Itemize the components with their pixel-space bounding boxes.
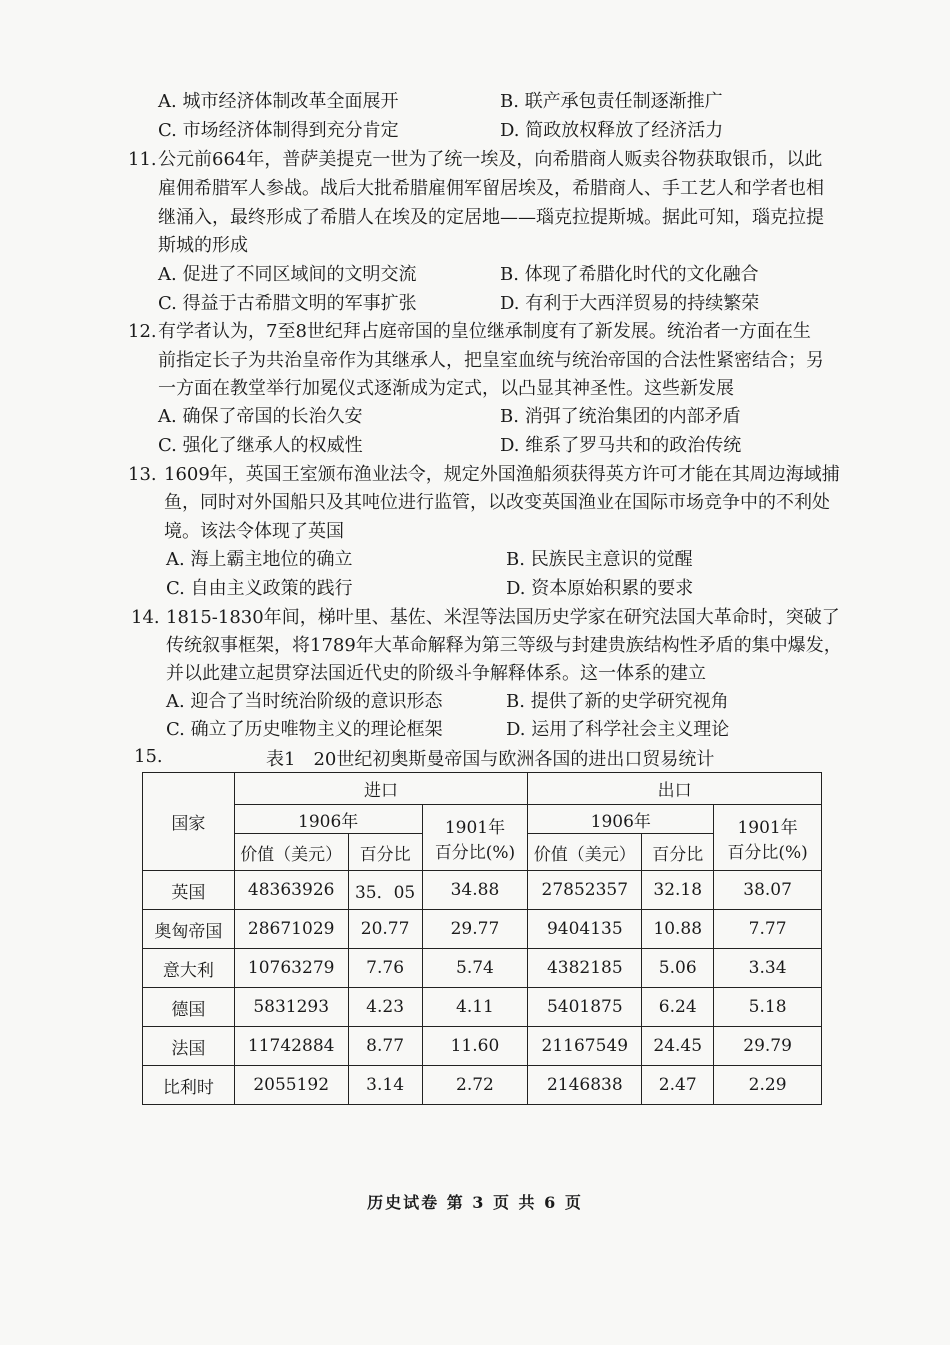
q14-option-a: A. 迎合了当时统治阶级的意识形态 <box>166 691 443 712</box>
q11-stem-line: 公元前664年，普萨美提克一世为了统一埃及，向希腊商人贩卖谷物获取银币，以此 <box>158 149 823 170</box>
country-cell: 英国 <box>143 871 235 910</box>
country-cell: 法国 <box>143 1027 235 1066</box>
export-value-cell: 9404135 <box>528 910 642 949</box>
q11-number: 11. <box>128 149 157 170</box>
import-pct-cell: 3.14 <box>348 1066 422 1105</box>
import-header: 进口 <box>234 773 528 805</box>
import-pct-cell: 20.77 <box>348 910 422 949</box>
import-value-cell: 10763279 <box>234 949 348 988</box>
q10-option-c: C. 市场经济体制得到充分肯定 <box>158 120 399 141</box>
q14-option-b: B. 提供了新的史学研究视角 <box>506 691 729 712</box>
export-1901-cell: 7.77 <box>714 910 822 949</box>
export-value-cell: 2146838 <box>528 1066 642 1105</box>
import-value-cell: 48363926 <box>234 871 348 910</box>
export-pct-cell: 10.88 <box>642 910 714 949</box>
q12-stem-line: 前指定长子为共治皇帝作为其继承人，把皇室血统与统治帝国的合法性紧密结合；另 <box>158 350 824 371</box>
table-caption: 表1 20世纪初奥斯曼帝国与欧洲各国的进出口贸易统计 <box>266 749 715 770</box>
table-row <box>143 988 822 1027</box>
q11-stem-line: 雇佣希腊军人参战。战后大批希腊雇佣军留居埃及，希腊商人、手工艺人和学者也相 <box>158 178 824 199</box>
q11-option-c: C. 得益于古希腊文明的军事扩张 <box>158 293 417 314</box>
q10-option-a: A. 城市经济体制改革全面展开 <box>158 91 399 112</box>
table-header-row <box>143 805 822 834</box>
import-value-cell: 11742884 <box>234 1027 348 1066</box>
export-1901-cell: 38.07 <box>714 871 822 910</box>
q12-option-d: D. 维系了罗马共和的政治传统 <box>500 435 742 456</box>
table-row <box>143 1066 822 1105</box>
table-row <box>143 910 822 949</box>
export-value-cell: 21167549 <box>528 1027 642 1066</box>
export-pct-cell: 24.45 <box>642 1027 714 1066</box>
table-row <box>143 949 822 988</box>
export-1901-cell: 2.29 <box>714 1066 822 1105</box>
q12-stem-line: 有学者认为，7至8世纪拜占庭帝国的皇位继承制度有了新发展。统治者一方面在生 <box>158 321 811 342</box>
table-header-row <box>143 773 822 805</box>
export-value-cell: 5401875 <box>528 988 642 1027</box>
import-pct-cell: 7.76 <box>348 949 422 988</box>
q13-stem-line: 鱼，同时对外国船只及其吨位进行监管，以改变英国渔业在国际市场竞争中的不利处 <box>164 492 830 513</box>
import-pct-cell: 35．05 <box>348 871 422 910</box>
q11-stem-line: 斯城的形成 <box>158 235 248 256</box>
export-value-header: 价值（美元） <box>528 834 642 871</box>
export-value-cell: 4382185 <box>528 949 642 988</box>
q12-option-b: B. 消弭了统治集团的内部矛盾 <box>500 406 741 427</box>
q13-stem-line: 境。该法令体现了英国 <box>164 521 344 542</box>
export-pct-cell: 2.47 <box>642 1066 714 1105</box>
import-value-cell: 2055192 <box>234 1066 348 1105</box>
q14-option-d: D. 运用了科学社会主义理论 <box>506 719 730 740</box>
q10-option-d: D. 简政放权释放了经济活力 <box>500 120 724 141</box>
q13-number: 13. <box>128 464 157 485</box>
q11-option-b: B. 体现了希腊化时代的文化融合 <box>500 264 759 285</box>
country-cell: 德国 <box>143 988 235 1027</box>
trade-table <box>142 772 822 1105</box>
q13-option-d: D. 资本原始积累的要求 <box>506 578 694 599</box>
import-1901-cell: 5.74 <box>422 949 528 988</box>
export-pct-cell: 6.24 <box>642 988 714 1027</box>
q13-option-c: C. 自由主义政策的践行 <box>166 578 353 599</box>
q15-number: 15. <box>134 746 163 767</box>
import-value-header: 价值（美元） <box>234 834 348 871</box>
q13-option-a: A. 海上霸主地位的确立 <box>166 549 353 570</box>
country-cell: 奥匈帝国 <box>143 910 235 949</box>
import-1901-cell: 29.77 <box>422 910 528 949</box>
q11-option-d: D. 有利于大西洋贸易的持续繁荣 <box>500 293 760 314</box>
import-1901-header: 1901年 百分比(%) <box>422 805 528 871</box>
q14-option-c: C. 确立了历史唯物主义的理论框架 <box>166 719 443 740</box>
q12-option-c: C. 强化了继承人的权威性 <box>158 435 363 456</box>
q12-stem-line: 一方面在教堂举行加冕仪式逐渐成为定式，以凸显其神圣性。这些新发展 <box>158 378 734 399</box>
table-row <box>143 1027 822 1066</box>
country-cell: 意大利 <box>143 949 235 988</box>
q11-option-a: A. 促进了不同区域间的文明交流 <box>158 264 417 285</box>
import-value-cell: 28671029 <box>234 910 348 949</box>
page-footer: 历史试卷 第 3 页 共 6 页 <box>367 1193 583 1212</box>
export-value-cell: 27852357 <box>528 871 642 910</box>
export-1906-header: 1906年 <box>528 805 714 834</box>
q14-number: 14. <box>131 607 160 628</box>
export-1901-cell: 29.79 <box>714 1027 822 1066</box>
import-value-cell: 5831293 <box>234 988 348 1027</box>
q14-stem-line: 并以此建立起贯穿法国近代史的阶级斗争解释体系。这一体系的建立 <box>166 663 706 684</box>
import-1901-cell: 4.11 <box>422 988 528 1027</box>
import-pct-header: 百分比 <box>348 834 422 871</box>
export-1901-cell: 5.18 <box>714 988 822 1027</box>
import-pct-cell: 4.23 <box>348 988 422 1027</box>
country-header: 国家 <box>143 773 235 871</box>
q12-number: 12. <box>128 321 157 342</box>
export-pct-cell: 32.18 <box>642 871 714 910</box>
import-1901-cell: 2.72 <box>422 1066 528 1105</box>
table-row <box>143 871 822 910</box>
import-1906-header: 1906年 <box>234 805 422 834</box>
import-1901-cell: 34.88 <box>422 871 528 910</box>
export-1901-cell: 3.34 <box>714 949 822 988</box>
q13-option-b: B. 民族民主意识的觉醒 <box>506 549 693 570</box>
country-cell: 比利时 <box>143 1066 235 1105</box>
q12-option-a: A. 确保了帝国的长治久安 <box>158 406 363 427</box>
q13-stem-line: 1609年，英国王室颁布渔业法令，规定外国渔船须获得英方许可才能在其周边海域捕 <box>164 464 840 485</box>
import-1901-cell: 11.60 <box>422 1027 528 1066</box>
q10-option-b: B. 联产承包责任制逐渐推广 <box>500 91 723 112</box>
q14-stem-line: 传统叙事框架，将1789年大革命解释为第三等级与封建贵族结构性矛盾的集中爆发， <box>166 635 842 656</box>
export-1901-header: 1901年 百分比(%) <box>714 805 822 871</box>
q11-stem-line: 继涌入，最终形成了希腊人在埃及的定居地——瑙克拉提斯城。据此可知，瑙克拉提 <box>158 207 824 228</box>
export-header: 出口 <box>528 773 822 805</box>
q14-stem-line: 1815-1830年间，梯叶里、基佐、米涅等法国历史学家在研究法国大革命时，突破了 <box>166 607 840 628</box>
export-pct-cell: 5.06 <box>642 949 714 988</box>
export-pct-header: 百分比 <box>642 834 714 871</box>
import-pct-cell: 8.77 <box>348 1027 422 1066</box>
